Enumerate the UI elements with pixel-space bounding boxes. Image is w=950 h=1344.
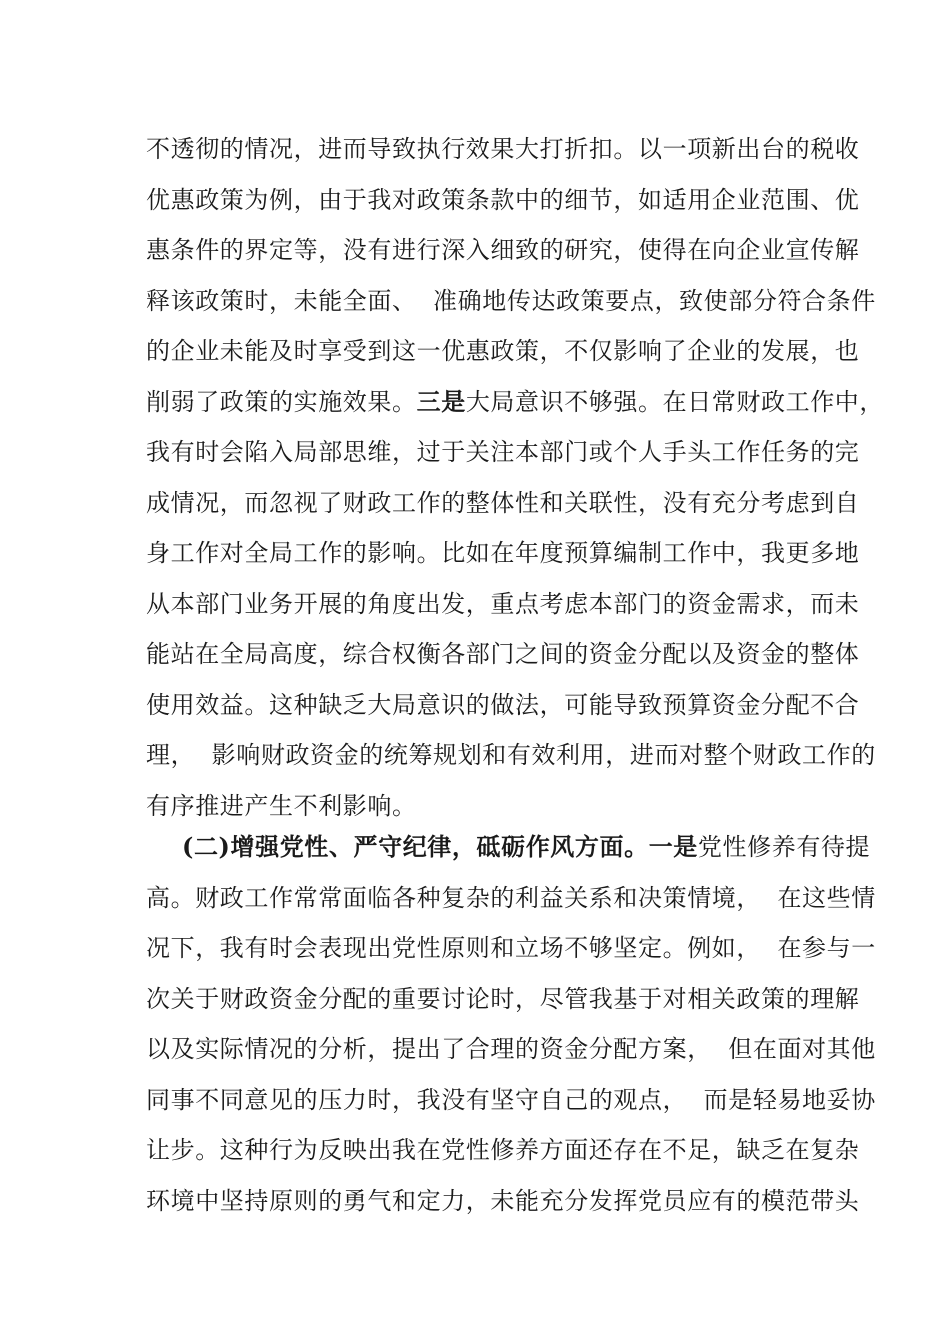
section-heading-line	[146, 822, 871, 873]
text-line: 惠条件的界定等，没有进行深入细致的研究，使得在向企业宣传解	[146, 236, 860, 264]
text-line: 不透彻的情况，进而导致执行效果大打折扣。以一项新出台的税收	[146, 135, 860, 163]
text-line: 的企业未能及时享受到这一优惠政策，不仅影响了企业的发展，也	[146, 337, 860, 365]
text-line: 让步。这种行为反映出我在党性修养方面还存在不足，缺乏在复杂	[146, 1136, 860, 1164]
text-line: 环境中坚持原则的勇气和定力，未能充分发挥党员应有的模范带头	[146, 1186, 860, 1215]
third-point-label: 三是	[416, 386, 466, 416]
text-line: 使用效益。这种缺乏大局意识的做法，可能导致预算资金分配不合	[146, 690, 860, 719]
text-line: 我有时会陷入局部思维，过于关注本部门或个人手头工作任务的完	[146, 438, 860, 466]
section-heading: (二)增强党性、严守纪律，砥砺作风方面。一是	[182, 832, 698, 861]
text-line: 高。财政工作常常面临各种复杂的利益关系和决策情境， 在这些情	[146, 883, 876, 912]
text-line: 能站在全局高度，综合权衡各部门之间的资金分配以及资金的整体	[146, 640, 860, 668]
text-segment: 大局意识不够强。在日常财政工作中，	[465, 387, 885, 416]
text-segment: 党性修养有待提	[697, 833, 871, 861]
text-line: 成情况，而忽视了财政工作的整体性和关联性，没有充分考虑到自	[146, 488, 860, 517]
text-line: 从本部门业务开展的角度出发，重点考虑本部门的资金需求，而未	[146, 589, 860, 618]
text-line: 次关于财政资金分配的重要讨论时，尽管我基于对相关政策的理解	[146, 984, 860, 1013]
text-segment: 削弱了政策的实施效果。	[146, 387, 417, 416]
text-line: 以及实际情况的分析，提出了合理的资金分配方案， 但在面对其他	[146, 1035, 876, 1063]
text-line: 优惠政策为例，由于我对政策条款中的细节，如适用企业范围、优	[146, 185, 860, 214]
text-line-third-point	[146, 377, 885, 428]
text-line: 况下，我有时会表现出党性原则和立场不够坚定。例如， 在参与一	[146, 934, 876, 962]
text-line: 有序推进产生不利影响。	[146, 791, 417, 820]
paragraph-party-spirit	[146, 822, 876, 1226]
text-line: 身工作对全局工作的影响。比如在年度预算编制工作中，我更多地	[146, 539, 860, 567]
text-line: 释该政策时，未能全面、 准确地传达政策要点，致使部分符合条件	[146, 286, 876, 315]
text-line: 理， 影响财政资金的统筹规划和有效利用，进而对整个财政工作的	[146, 741, 876, 769]
text-line: 同事不同意见的压力时，我没有坚守自己的观点， 而是轻易地妥协	[146, 1085, 876, 1114]
paragraph-overall-view	[146, 124, 885, 831]
